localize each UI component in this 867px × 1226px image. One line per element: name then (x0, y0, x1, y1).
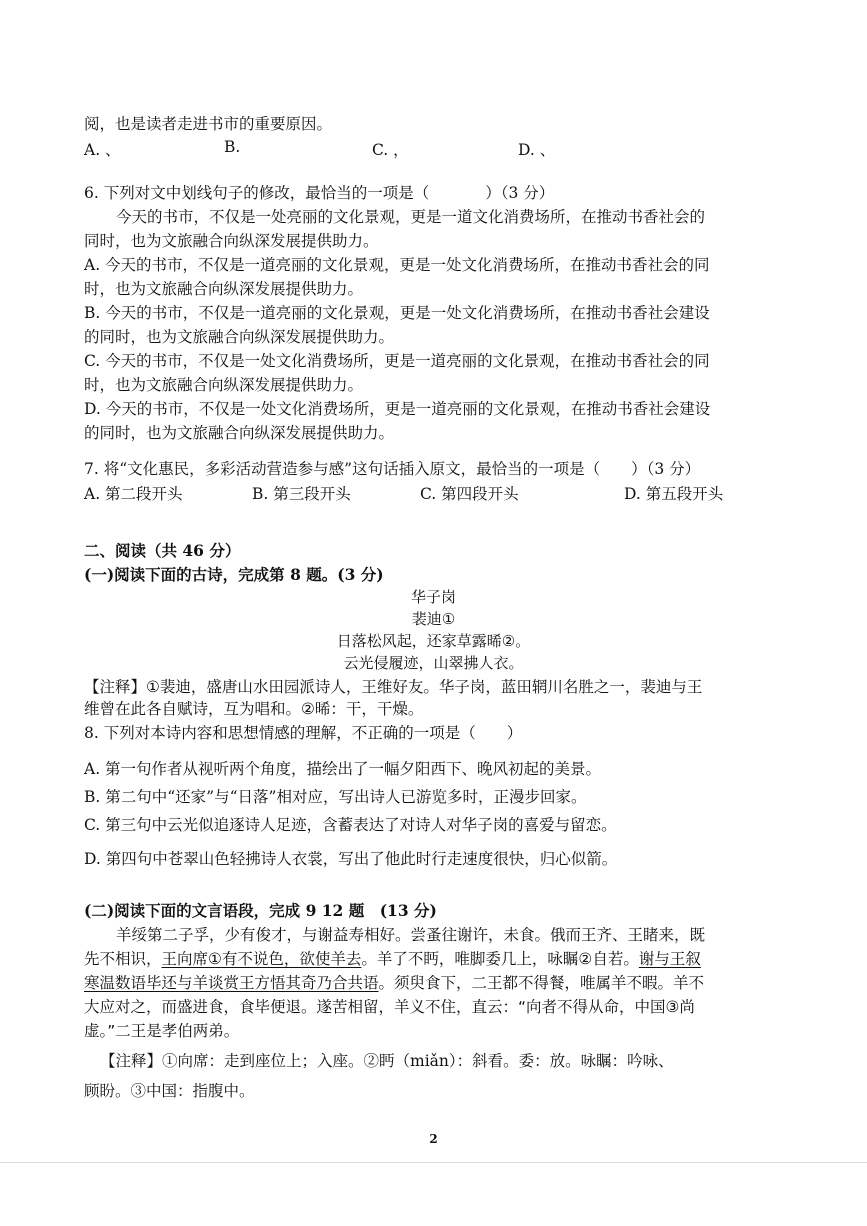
q8-option-a: A. 第一句作者从视听两个角度，描绘出了一幅夕阳西下、晚风初起的美景。 (84, 760, 602, 778)
q6-option-d-2: 的同时，也为文旅融合向纵深发展提供助力。 (84, 424, 395, 442)
q6-option-b-2: 的同时，也为文旅融合向纵深发展提供助力。 (84, 328, 395, 346)
section2-sub2: (二)阅读下面的文言语段，完成 9 12 题 (13 分) (84, 901, 437, 920)
q5-tail-text: 阅，也是读者走进书市的重要原因。 (84, 115, 333, 133)
q7-option-a: A. 第二段开头 (84, 485, 183, 503)
q8-option-b: B. 第二句中“还家”与“日落”相对应，写出诗人已游览多时，正漫步回家。 (84, 788, 587, 806)
q6-stem-a: 6. 下列对文中划线句子的修改，最恰当的一项是（ (84, 184, 430, 202)
q6-option-d-1: D. 今天的书市，不仅是一处文化消费场所，更是一道亮丽的文化景观，在推动书香社会建设 (84, 400, 711, 418)
wenyan-underline-2a: 谢与王叙 (638, 950, 701, 968)
wenyan-line-1: 羊绥第二子孚，少有俊才，与谢益寿相好。尝蚤往谢许，未食。俄而王齐、王睹来，既 (116, 926, 706, 944)
q6-option-a-2: 时，也为文旅融合向纵深发展提供助力。 (84, 280, 364, 298)
wenyan-line-3 (84, 972, 767, 994)
q7-options (84, 482, 774, 504)
wenyan-note-2: 顾盼。③中国：指腹中。 (84, 1082, 255, 1100)
poem-author: 裴迪① (411, 610, 456, 628)
wenyan-line-2 (84, 948, 767, 970)
q5-option-d: D. 、 (518, 141, 556, 159)
q6-original-2: 同时，也为文旅融合向纵深发展提供助力。 (84, 232, 379, 250)
poem-note-1: 【注释】①裴迪，盛唐山水田园派诗人，王维好友。华子岗，蓝田辋川名胜之一，裴迪与王 (84, 678, 703, 696)
footer-divider (0, 1162, 867, 1163)
q6-stem (84, 182, 767, 204)
poem-note-2: 维曾在此各自赋诗，互为唱和。②晞：干，干燥。 (84, 700, 424, 718)
q5-option-a: A. 、 (84, 141, 121, 159)
poem-line-1: 日落松风起，还家草露晞②。 (336, 632, 531, 650)
section2-title: 二、阅读（共 46 分） (84, 541, 241, 560)
wenyan-line-3b: 。须臾食下，二王都不得餐，唯属羊不暇。羊不 (378, 974, 705, 992)
q7-stem: 7. 将“文化惠民，多彩活动营造参与感”这句话插入原文，最恰当的一项是（ ）（3 分） (84, 460, 701, 478)
q6-option-c-2: 时，也为文旅融合向纵深发展提供助力。 (84, 376, 364, 394)
page-number: 2 (429, 1132, 438, 1146)
q7-option-c: C. 第四段开头 (420, 485, 519, 503)
q5-options (84, 138, 774, 160)
wenyan-underline-2b: 寒温数语毕还与羊谈赏王方悟其奇乃合共语 (84, 974, 379, 992)
wenyan-note-1: 【注释】①向席：走到座位上；入座。②眄（miǎn）：斜看。委：放。咏瞩：吟咏、 (100, 1052, 674, 1070)
q7-option-b: B. 第三段开头 (252, 485, 351, 503)
q8-option-d: D. 第四句中苍翠山色轻拂诗人衣裳，写出了他此时行走速度很快，归心似箭。 (84, 850, 618, 868)
wenyan-line-2c: 。羊了不眄，唯脚委几上，咏瞩②自若。 (361, 950, 639, 968)
q5-option-b: B. (224, 138, 241, 156)
q6-option-a-1: A. 今天的书市，不仅是一道亮丽的文化景观，更是一处文化消费场所，在推动书香社会的同 (84, 256, 710, 274)
wenyan-line-5: 虚。”二王是孝伯两弟。 (84, 1022, 240, 1040)
poem-title: 华子岗 (410, 588, 456, 606)
q7-option-d: D. 第五段开头 (624, 485, 724, 503)
q6-stem-b: ）（3 分） (485, 184, 555, 202)
wenyan-line-2a: 先不相识， (84, 950, 162, 968)
q8-option-c: C. 第三句中云光似追逐诗人足迹，含蓄表达了对诗人对华子岗的喜爱与留恋。 (84, 816, 617, 834)
q8-stem: 8. 下列对本诗内容和思想情感的理解，不正确的一项是（ ） (84, 724, 523, 742)
q6-original-1: 今天的书市，不仅是一处亮丽的文化景观，更是一道文化消费场所，在推动书香社会的 (116, 208, 706, 226)
q6-option-b-1: B. 今天的书市，不仅是一道亮丽的文化景观，更是一处文化消费场所，在推动书香社会建设 (84, 304, 710, 322)
wenyan-line-4: 大应对之，而盛进食，食毕便退。遂苦相留，羊义不住，直云：“向者不得从命，中国③尚 (84, 998, 695, 1016)
section2-sub1: (一)阅读下面的古诗，完成第 8 题。(3 分) (84, 565, 384, 584)
wenyan-underline-1: 王向席①有不说色，欲使羊去 (161, 950, 362, 968)
q6-option-c-1: C. 今天的书市，不仅是一处文化消费场所，更是一道亮丽的文化景观，在推动书香社会的同 (84, 352, 710, 370)
q5-option-c: C. ， (372, 141, 409, 159)
poem-line-2: 云光侵履迹，山翠拂人衣。 (343, 654, 524, 672)
